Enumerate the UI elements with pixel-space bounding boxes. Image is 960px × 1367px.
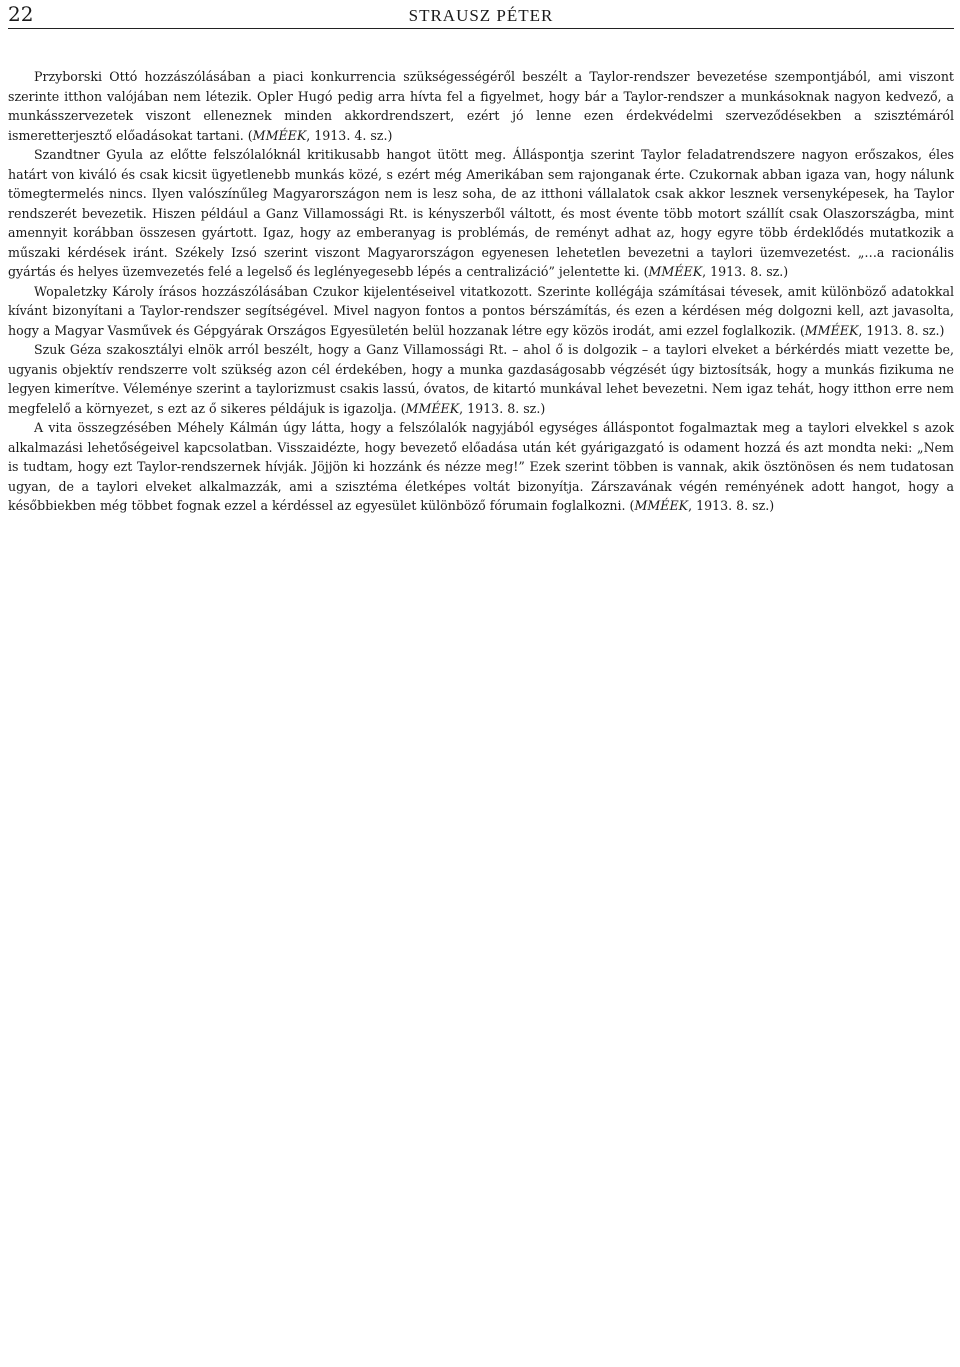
citation-source: MMÉEK: [634, 498, 689, 513]
running-header: [8, 2, 954, 29]
body-text: [8, 67, 954, 516]
paragraph-text: Szuk Géza szakosztályi elnök arról beszélt, hogy a Ganz Villamossági Rt. – ahol ő is dolgozik – a taylori elveket a bérkérdés miatt vezette be, ugyanis objektív rendszerre volt szükség azon cél érdekében, hogy a munka gazdaságosabb végzését úgy biztosítsák, hogy a munkás fizikuma ne legyen kimerítve. Véleménye szerint a taylorizmust csakis lassú, óvatos, de kitartó munkával lehet bevezetni. Nem igaz tehát, hogy itthon erre nem megfelelő a környezet, s ezt az ő sikeres példájuk is igazolja. (: [8, 342, 954, 416]
paragraph-szuk: [8, 340, 954, 418]
citation-source: MMÉEK: [405, 400, 460, 416]
citation-detail: , 1913. 8. sz.): [858, 322, 945, 338]
paragraph-przyborski: [8, 67, 954, 145]
paragraph-szandtner: [8, 145, 954, 282]
citation-source: MMÉEK: [804, 322, 859, 338]
page-number: 22: [8, 2, 34, 26]
paragraph-text: Przyborski Ottó hozzászólásában a piaci konkurrencia szükségességéről beszélt a Taylor-rendszer bevezetése szempontjából, ami viszont szerinte itthon valójában nem létezik. Opler Hugó pedig arra hívta fel a figyelmet, hogy bár a Taylor-rendszer a munkásoknak nagyon kedvező, a munkásszervezetek viszont elleneznek minden akkordrendszert, ezért jó lenne ezen érdekvédelmi szerveződésekben a szisztémáról ismeretterjesztő előadásokat tartani. (: [8, 69, 954, 143]
citation-detail: , 1913. 8. sz.): [459, 400, 546, 416]
paragraph-text: Wopaletzky Károly írásos hozzászólásában Czukor kijelentéseivel vitatkozott. Szerinte kollégája számításai tévesek, amit különböző adatokkal kívánt bizonyítani a Taylor-rendszer segítségével. Mivel nagyon fontos a pontos bérszámítás, és ezen a kérdésen még dolgozni kell, azt javasolta, hogy a Magyar Vasművek és Gépgyárak Országos Egyesületén belül hozzanak létre egy közös irodát, ami ezzel foglalkozik. (: [8, 283, 954, 338]
paragraph-text: Szandtner Gyula az előtte felszólalóknál kritikusabb hangot ütött meg. Álláspontja szerint Taylor feladatrendszere nagyon erőszakos, éles határt von kiváló és csak kicsit ügyetlenebb munkás közé, s ezért még Amerikában sem rajonganak érte. Czukornak abban igaza van, hogy nálunk tömegtermelés nincs. Ilyen valószínűleg Magyarországon nem is lesz soha, de az itthoni vállalatok csak akkor lesznek versenyképesek, ha Taylor rendszerét bevezetik. Hiszen például a Ganz Villamossági Rt. is kényszerből váltott, és most évente több motort szállít csak Olaszországba, mint amennyit korábban összesen gyártott. Igaz, hogy az emberanyag is problémás, de reményt adhat az, hogy egyre több érdeklődés mutatkozik a műszaki kérdések iránt. Székely Izsó szerint viszont Magyarországon egyenesen lehetetlen bevezetni a taylori üzemvezetést. „…a racionális gyártás és helyes üzemvezetés felé a legelső és leglényegesebb lépés a centralizáció” jelentette ki. (: [8, 147, 954, 279]
paragraph-mehely: [8, 418, 954, 516]
document-page: [8, 0, 954, 1367]
citation-source: MMÉEK: [252, 127, 307, 143]
citation-detail: , 1913. 8. sz.): [688, 498, 775, 513]
running-header-author: STRAUSZ PÉTER: [408, 6, 554, 25]
paragraph-wopaletzky: [8, 282, 954, 341]
citation-source: MMÉEK: [648, 264, 703, 279]
citation-detail: , 1913. 4. sz.): [306, 127, 393, 143]
paragraph-text: A vita összegzésében Méhely Kálmán úgy látta, hogy a felszólalók nagyjából egységes álláspontot fogalmaztak meg a taylori elvekkel s azok alkalmazási lehetőségeivel kapcsolatban. Visszaidézte, hogy bevezető előadása után két gyárigazgató is odament hozzá és azt mondta neki: „Nem is tudtam, hogy ezt Taylor-rendszernek hívják. Jöjjön ki hozzánk és nézze meg!” Ezek szerint többen is vannak, akik ösztönösen és nem tudatosan ugyan, de a taylori elveket alkalmazzák, ami a szisztéma életképes voltát bizonyítja. Zárszavának végén reményének adott hangot, hogy a későbbiekben még többet fognak ezzel a kérdéssel az egyesület különböző fórumain foglalkozni. (: [8, 420, 954, 513]
citation-detail: , 1913. 8. sz.): [702, 264, 789, 279]
